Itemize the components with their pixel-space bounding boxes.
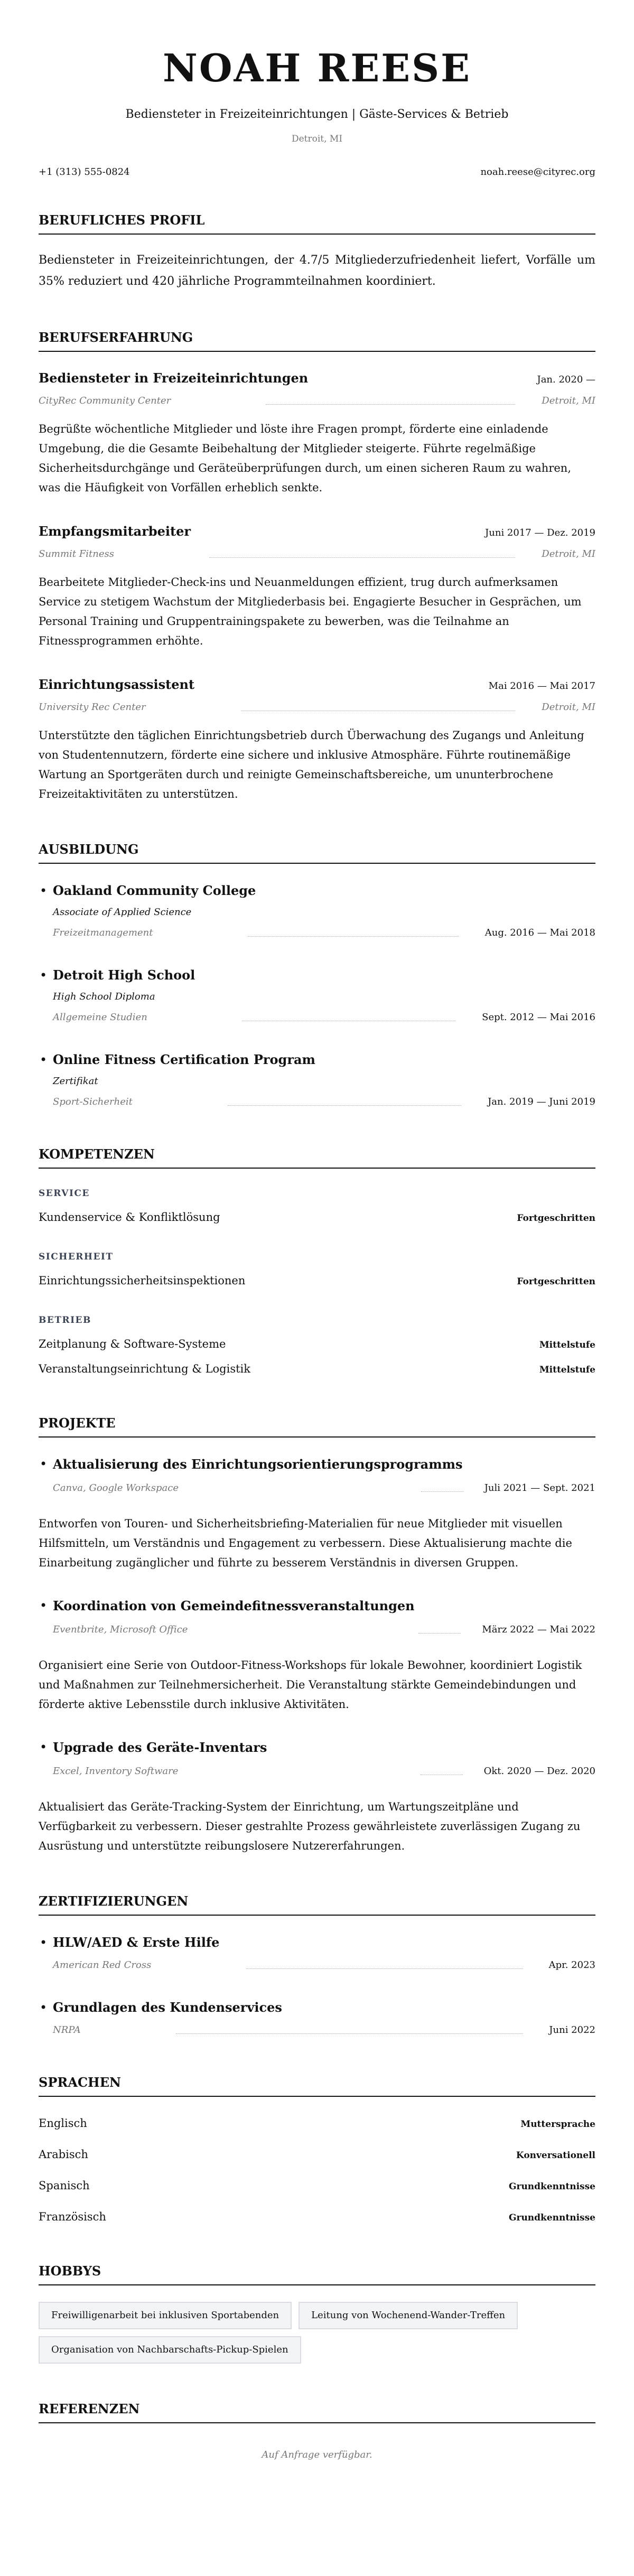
field-of-study: Freizeitmanagement — [53, 927, 153, 938]
project-info — [39, 1452, 484, 1495]
resume-header — [39, 45, 595, 179]
project-info — [39, 1735, 484, 1778]
language-level: Grundkenntnisse — [508, 2213, 595, 2223]
certification-issuer-row — [53, 2023, 595, 2037]
skill-level: Mittelstufe — [539, 1365, 595, 1375]
project-title: Koordination von Gemeindefitnessveranstaltungen — [53, 1598, 415, 1613]
job-title: Empfangsmitarbeiter — [39, 524, 191, 539]
languages-section — [39, 2074, 595, 2226]
degree-name: High School Diploma — [53, 991, 155, 1002]
job-company-row — [39, 701, 595, 714]
project-entry — [39, 1594, 595, 1714]
section-heading: AUSBILDUNG — [39, 841, 595, 864]
certification-issuer: American Red Cross — [53, 1959, 152, 1971]
bullet-icon: • — [40, 1935, 48, 1950]
job-company-row — [39, 547, 595, 561]
bullet-icon: • — [40, 1457, 48, 1471]
skill-level: Fortgeschritten — [517, 1213, 595, 1224]
project-header — [39, 1452, 595, 1495]
school-name: Oakland Community College — [53, 883, 256, 898]
job-title-row — [39, 370, 595, 387]
project-header — [39, 1594, 595, 1637]
project-entry — [39, 1452, 595, 1573]
dotted-leader — [266, 404, 515, 405]
certifications-section — [39, 1893, 595, 2037]
skill-name: Zeitplanung & Software-Systeme — [39, 1338, 226, 1350]
language-row — [39, 2178, 595, 2195]
skill-row — [39, 1361, 595, 1378]
skill-name: Kundenservice & Konfliktlösung — [39, 1211, 220, 1224]
skill-row — [39, 1336, 595, 1353]
job-title-row — [39, 676, 595, 693]
education-dates: Aug. 2016 — Mai 2018 — [484, 927, 595, 938]
hobby-chip: Organisation von Nachbarschafts-Pickup-Spielen — [39, 2336, 301, 2364]
dotted-leader — [421, 1491, 463, 1492]
section-heading: ZERTIFIZIERUNGEN — [39, 1893, 595, 1916]
profile-section — [39, 212, 595, 292]
education-field-row — [53, 1011, 595, 1024]
job-entry — [39, 523, 595, 651]
education-field-row — [53, 1095, 595, 1109]
email-address: noah.reese@cityrec.org — [480, 166, 595, 178]
hobby-chip: Freiwilligenarbeit bei inklusiven Sportabenden — [39, 2302, 292, 2329]
section-heading: BERUFSERFAHRUNG — [39, 329, 595, 352]
job-location: Detroit, MI — [542, 395, 595, 406]
references-section — [39, 2401, 595, 2462]
skill-category: BETRIEB — [39, 1315, 91, 1326]
hobby-chip: Leitung von Wochenend-Wander-Treffen — [299, 2302, 518, 2329]
language-name: Spanisch — [39, 2179, 90, 2192]
contact-row — [39, 165, 595, 179]
education-entry — [39, 882, 595, 940]
dotted-leader — [228, 1105, 461, 1106]
certification-date: Juni 2022 — [549, 2024, 595, 2036]
candidate-location: Detroit, MI — [291, 134, 343, 144]
projects-section — [39, 1415, 595, 1856]
education-entry — [39, 967, 595, 1024]
bullet-icon: • — [40, 1740, 48, 1754]
language-name: Arabisch — [39, 2148, 88, 2161]
skill-row — [39, 1209, 595, 1226]
certification-name: HLW/AED & Erste Hilfe — [53, 1935, 220, 1950]
section-heading: KOMPETENZEN — [39, 1146, 595, 1169]
skill-name: Einrichtungssicherheitsinspektionen — [39, 1274, 246, 1287]
skills-section — [39, 1146, 595, 1378]
certification-name: Grundlagen des Kundenservices — [53, 2000, 282, 2015]
bullet-icon: • — [40, 883, 48, 898]
language-level: Grundkenntnisse — [508, 2181, 595, 2192]
section-heading: PROJEKTE — [39, 1415, 595, 1438]
job-dates: Mai 2016 — Mai 2017 — [488, 680, 595, 692]
hobby-chips — [39, 2302, 595, 2364]
company-name: University Rec Center — [39, 702, 146, 713]
section-heading: BERUFLICHES PROFIL — [39, 212, 595, 235]
dotted-leader — [209, 557, 515, 558]
project-info — [39, 1594, 482, 1637]
project-description: Entworfen von Touren- und Sicherheitsbriefing-Materialien für neue Mitglieder mit visuellen Hilfsmitteln, um Verständnis und Engagement zu verbessern. Diese Aktualisierung machte die Einarbeitung zugänglicher und führte zu besserem Verständnis in diversen Gruppen. — [39, 1517, 572, 1569]
section-heading: REFERENZEN — [39, 2401, 595, 2423]
education-dates: Sept. 2012 — Mai 2016 — [482, 1012, 595, 1023]
company-name: CityRec Community Center — [39, 395, 171, 406]
degree-name: Associate of Applied Science — [53, 907, 192, 918]
project-tech-row — [53, 1623, 482, 1637]
experience-section — [39, 329, 595, 804]
project-entry — [39, 1735, 595, 1856]
field-of-study: Allgemeine Studien — [53, 1012, 147, 1023]
project-description: Aktualisiert das Geräte-Tracking-System der Einrichtung, um Wartungszeitpläne und Verfügbarkeit zu verbessern. Dieser gestrahlte Prozess gewährleistete zuverlässigen Zugang zu Ausrüstung und unterstützte reibungslosere Nutzererfahrungen. — [39, 1800, 581, 1852]
bullet-icon: • — [40, 2000, 48, 2015]
certification-issuer-row — [53, 1958, 595, 1972]
language-level: Konversationell — [516, 2150, 595, 2161]
skill-level: Mittelstufe — [539, 1340, 595, 1350]
phone-number: +1 (313) 555-0824 — [39, 166, 130, 178]
candidate-headline: Bediensteter in Freizeiteinrichtungen | Gäste-Services & Betrieb — [125, 108, 509, 121]
language-row — [39, 2146, 595, 2163]
candidate-name: NOAH REESE — [163, 45, 471, 90]
language-name: Französisch — [39, 2210, 106, 2223]
company-name: Summit Fitness — [39, 548, 114, 559]
project-tech-row — [53, 1481, 484, 1495]
bullet-icon: • — [40, 968, 48, 983]
language-name: Englisch — [39, 2117, 87, 2130]
project-header — [39, 1735, 595, 1778]
education-field-row — [53, 926, 595, 940]
degree-name: Zertifikat — [53, 1076, 98, 1087]
project-tech: Eventbrite, Microsoft Office — [53, 1624, 188, 1635]
project-description: Organisiert eine Serie von Outdoor-Fitness-Workshops für lokale Bewohner, koordiniert Logistik und Maßnahmen zur Teilnehmersicherheit. Die Veranstaltung stärkte Gemeindebindungen und förderte aktive Lebensstile durch inklusive Aktivitäten. — [39, 1659, 582, 1711]
dotted-leader — [246, 1968, 522, 1969]
job-location: Detroit, MI — [542, 548, 595, 559]
job-location: Detroit, MI — [542, 702, 595, 713]
section-heading: SPRACHEN — [39, 2074, 595, 2097]
project-title: Aktualisierung des Einrichtungsorientierungsprogramms — [53, 1457, 463, 1472]
education-dates: Jan. 2019 — Juni 2019 — [488, 1096, 595, 1107]
job-title: Einrichtungsassistent — [39, 677, 195, 692]
job-description: Begrüßte wöchentliche Mitglieder und löste ihre Fragen prompt, förderte eine einladende Umgebung, die die Gesamte Beibehaltung der Mitglieder steigerte. Führte regelmäßige Sicherheitsdurchgänge und Geräteüberprüfungen durch, um einen sicheren Raum zu wahren, was die Häufigkeit von Vorfällen erheblich senkte. — [39, 423, 571, 494]
certification-date: Apr. 2023 — [548, 1959, 595, 1971]
job-description: Bearbeitete Mitglieder-Check-ins und Neuanmeldungen effizient, trug durch aufmerksamen Service zu stetigem Wachstum der Mitgliederbasis bei. Engagierte Besucher in Gesprächen, um Personal Training und Gruppentrainingspakete zu bewerben, was die Teilnahme an Fitnessprogrammen erhöhte. — [39, 576, 582, 647]
hobbies-section — [39, 2263, 595, 2364]
school-name: Detroit High School — [53, 967, 195, 983]
project-tech-row — [53, 1765, 484, 1778]
dotted-leader — [176, 2033, 523, 2034]
skill-row — [39, 1273, 595, 1290]
field-of-study: Sport-Sicherheit — [53, 1096, 133, 1107]
job-description: Unterstützte den täglichen Einrichtungsbetrieb durch Überwachung des Zugangs und Anleitung von Studentennutzern, förderte eine sichere und inklusive Atmosphäre. Führte routinemäßige Wartung an Sportgeräten durch und reinigte Gemeinschaftsbereiche, um ununterbrochene Freizeitaktivitäten zu unterstützen. — [39, 729, 584, 800]
dotted-leader — [418, 1633, 461, 1634]
project-tech: Canva, Google Workspace — [53, 1482, 179, 1494]
job-dates: Jan. 2020 — — [537, 374, 595, 385]
profile-summary: Bediensteter in Freizeiteinrichtungen, der 4.7/5 Mitgliederzufriedenheit liefert, Vorfälle um 35% reduziert und 420 jährliche Programmteilnahmen koordiniert. — [39, 254, 595, 288]
dotted-leader — [248, 936, 458, 937]
skill-level: Fortgeschritten — [517, 1276, 595, 1287]
project-dates: März 2022 — Mai 2022 — [482, 1624, 595, 1635]
job-entry — [39, 676, 595, 804]
school-name: Online Fitness Certification Program — [53, 1052, 315, 1067]
language-row — [39, 2209, 595, 2226]
project-dates: Juli 2021 — Sept. 2021 — [484, 1482, 595, 1494]
references-note: Auf Anfrage verfügbar. — [262, 2449, 372, 2460]
education-entry — [39, 1051, 595, 1109]
skill-name: Veranstaltungseinrichtung & Logistik — [39, 1362, 250, 1375]
section-heading: HOBBYS — [39, 2263, 595, 2285]
job-dates: Juni 2017 — Dez. 2019 — [485, 527, 595, 538]
job-title: Bediensteter in Freizeiteinrichtungen — [39, 370, 309, 386]
certification-entry — [39, 1999, 595, 2037]
bullet-icon: • — [40, 1052, 48, 1067]
job-title-row — [39, 523, 595, 540]
certification-issuer: NRPA — [53, 2024, 81, 2036]
certification-entry — [39, 1934, 595, 1972]
language-row — [39, 2115, 595, 2132]
language-level: Muttersprache — [520, 2119, 595, 2130]
skill-category: SICHERHEIT — [39, 1252, 114, 1262]
job-entry — [39, 370, 595, 498]
skill-category: SERVICE — [39, 1188, 90, 1199]
project-tech: Excel, Inventory Software — [53, 1766, 179, 1777]
job-company-row — [39, 394, 595, 408]
project-dates: Okt. 2020 — Dez. 2020 — [483, 1766, 595, 1777]
education-section — [39, 841, 595, 1109]
bullet-icon: • — [40, 1598, 48, 1613]
project-title: Upgrade des Geräte-Inventars — [53, 1740, 267, 1755]
